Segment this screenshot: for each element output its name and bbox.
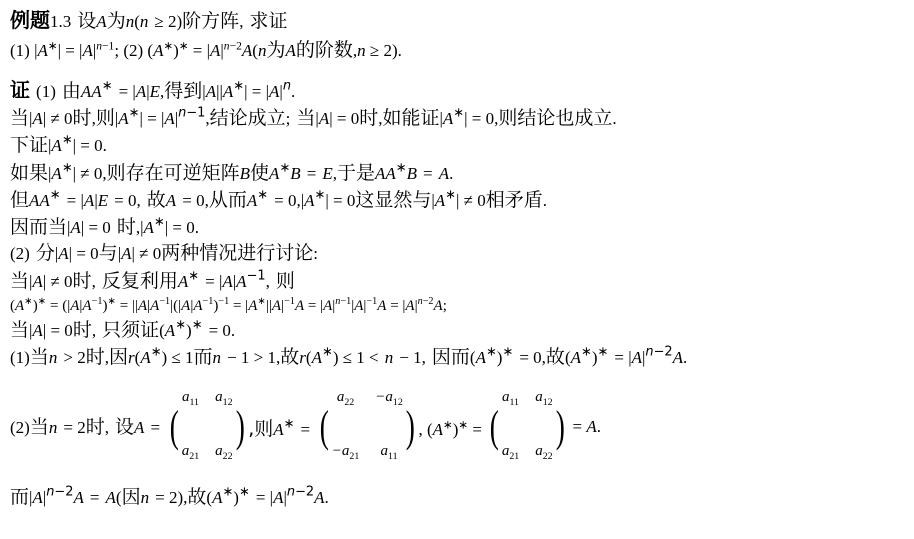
matrix-A-star-cell-22: $a_{11}$ <box>380 443 398 463</box>
problem-statement-line <box>10 40 904 60</box>
example-title-text: 设A为n(n ≥ 2)阶方阵, 求证 <box>71 10 288 32</box>
right-paren: ) <box>555 402 565 452</box>
matrix-A-star <box>317 374 417 480</box>
matrix-A-cell-12: $a_{12}$ <box>215 389 233 409</box>
matrix-A-star-star-body <box>502 374 553 480</box>
matrix-A-star-cell-12: $-a_{12}$ <box>375 389 403 409</box>
proof-line-3: 下证|A∗| = 0. <box>10 132 107 157</box>
matrix-A-star-star <box>487 374 567 480</box>
example-number: 1.3 <box>50 12 72 31</box>
matrix-A-star-body <box>332 374 403 480</box>
example-label: 例题 <box>10 8 50 32</box>
example-title-line <box>10 10 904 31</box>
matrix-A-star-star-cell-11: $a_{11}$ <box>501 389 519 409</box>
proof-line-6: 因而当|A| = 0 时,|A∗| = 0. <box>10 214 199 239</box>
matrix-A-star-star-cell-21: $a_{21}$ <box>501 443 520 463</box>
matrix-A-body <box>182 374 233 480</box>
proof-line-11: (1)当n > 2时,因r(A∗) ≤ 1而n − 1 > 1,故r(A∗) ≤ 1 < n − 1, 因而(A∗)∗ = 0,故$(A^∗)^∗ = |A|^{n-2}A$. <box>10 344 688 369</box>
matrix-A-cell-11: $a_{11}$ <box>181 389 199 409</box>
right-paren: ) <box>235 402 245 452</box>
problem-statement: (1) $|A^∗| = |A|^{n-1}$; (2) $(A^∗)^∗ = |A|^{n-2}A(n$为A的阶数,n ≥ 2). <box>10 38 402 61</box>
left-paren: ( <box>169 402 179 452</box>
proof-line-1: 证 (1) 由AA∗ = |A|E,得到$|A||A^∗| = |A|^n$. <box>10 77 296 102</box>
proof-line-7: (2) 分|A| = 0与|A| ≠ 0两种情况进行讨论: <box>10 242 318 265</box>
left-paren: ( <box>489 402 500 452</box>
proof-line-8: 当|A| ≠ 0时, 反复利用$A^∗ = |A|A^{-1}$, 则 <box>10 268 295 292</box>
proof-line-13: 而$|A|^{n-2}A = A$(因n = 2),故$(A^∗)^∗ = |A|^{n-2}A$. <box>10 484 329 508</box>
proof-label: 证 <box>10 77 30 102</box>
matrix-A-cell-22: $a_{22}$ <box>215 443 233 463</box>
right-paren: ) <box>405 402 415 452</box>
matrix-A-star-star-cell-22: $a_{22}$ <box>535 443 553 463</box>
left-paren: ( <box>319 402 330 452</box>
matrix-A-star-cell-21: $-a_{21}$ <box>331 443 360 463</box>
proof-line-10: 当|A| = 0时, 只须证(A∗)∗ = 0. <box>10 317 236 341</box>
proof-line-12: (2)当n = 2时, 设A = ( $a_{11}$ $a_{12}$ $a_{21}$ $a_{22}$ ) ,则A∗ = ( $a_{22}$ $-a_{12}$ $-a_{21}$ $a_{11}$ ) , (A∗)∗ = ( $a_{11}$ $a_{12}$ $a_{21}$ $a_{22}$ ) = A. <box>10 374 904 480</box>
matrix-A-star-cell-11: $a_{22}$ <box>336 389 355 409</box>
proof-line-4: 如果|A∗| ≠ 0,则存在可逆矩阵B使A∗B = E,于是AA∗B = A. <box>10 160 454 184</box>
proof-line-2: 当|A| ≠ 0时,则$|A^∗| = |A|^{n-1}$,结论成立; 当|A| = 0时,如能证|A∗| = 0,则结论也成立. <box>10 105 617 129</box>
matrix-A-cell-21: $a_{21}$ <box>181 443 200 463</box>
proof-line-9: $(A^∗)^∗ = (|A|A^{-1})^∗ = ||A|A^{-1}|(|A|A^{-1})^{-1} = |A^∗||A|^{-1}A = |A|^{n-1}|A|^{-1}A = |A|^{n-2}A$; <box>10 295 447 314</box>
proof-line-5: 但AA∗ = |A|E = 0, 故A = 0,从而A∗ = 0,|A∗| = 0这显然与|A∗| ≠ 0相矛盾. <box>10 187 547 211</box>
matrix-A <box>167 374 247 480</box>
matrix-A-star-star-cell-12: $a_{12}$ <box>535 389 553 409</box>
